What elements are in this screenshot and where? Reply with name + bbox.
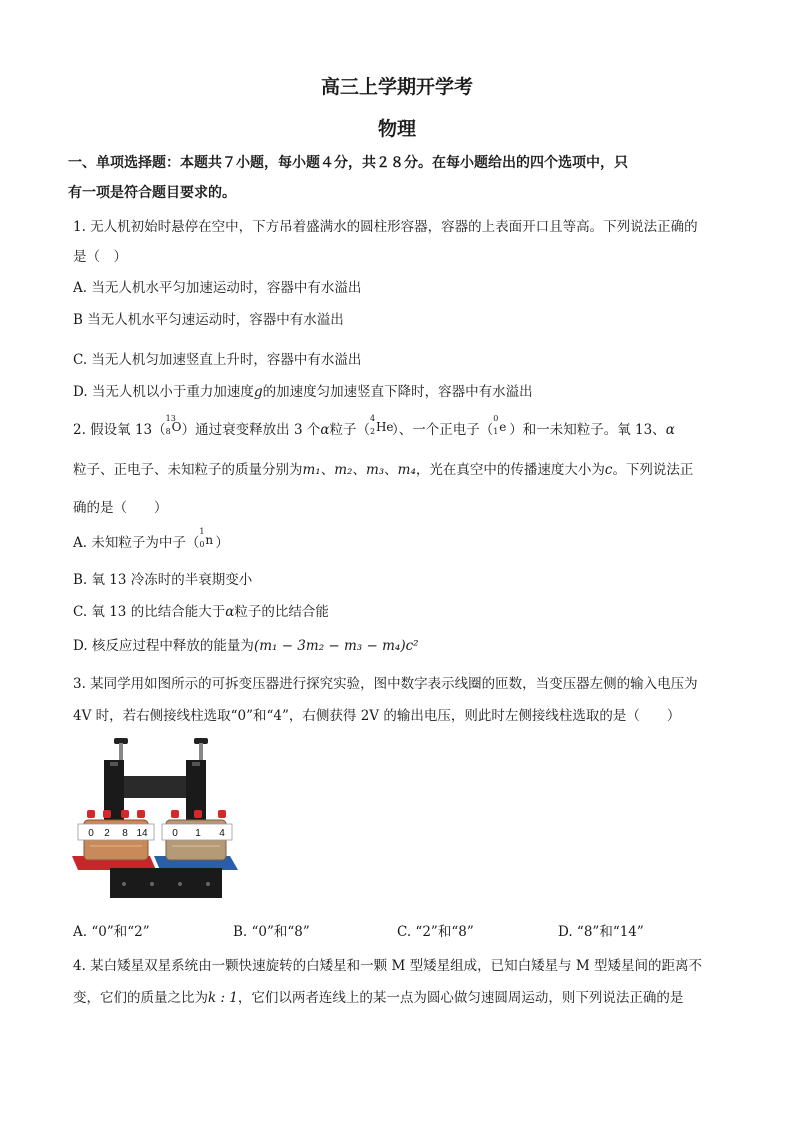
q3-option-a: A. “0”和“2”	[73, 924, 150, 940]
transformer-base	[110, 868, 222, 898]
energy-expression: (m₁ − 3m₂ − m₃ − m₄)c²	[253, 638, 419, 654]
q1-option-c: C. 当无人机匀加速竖直上升时，容器中有水溢出	[73, 352, 362, 368]
q3-stem-line2: 4V 时，若右侧接线柱选取“0”和“4”，右侧获得 2V 的输出电压，则此时左侧接线柱选取的是（ ）	[73, 708, 681, 724]
terminal-label-right-0: 0	[172, 828, 178, 839]
q4-stem-line2: 变，它们的质量之比为k : 1，它们以两者连线上的某一点为圆心做匀速圆周运动，则下列说法正确的是	[73, 990, 684, 1006]
terminal-label-right-1: 1	[195, 828, 201, 839]
transformer-figure	[70, 738, 240, 898]
q2-option-d: D. 核反应过程中释放的能量为(m₁ − 3m₂ − m₃ − m₄)c²	[73, 638, 419, 654]
neutron-nuclide: 1 0 n	[199, 527, 214, 549]
q2-stem-line1: 2. 假设氧 13（ 13 8 O ）通过衰变释放出 3 个α粒子（ 4 2 He ）、一个正电子（ 0 1 e ）和一未知粒子。氧 13、α	[73, 414, 675, 438]
section-heading-line2: 有一项是符合题目要求的。	[68, 185, 236, 201]
q2-option-b: B. 氧 13 冷冻时的半衰期变小	[73, 572, 253, 588]
q2-stem-line3: 确的是（ ）	[73, 500, 168, 516]
terminal-label-right-4: 4	[219, 828, 225, 839]
q1-stem-line2: 是（ ）	[73, 249, 127, 265]
q1-option-a: A. 当无人机水平匀加速运动时，容器中有水溢出	[73, 280, 362, 296]
q2-stem-line2: 粒子、正电子、未知粒子的质量分别为m₁、m₂、m₃、m₄，光在真空中的传播速度大小为c。下列说法正	[73, 462, 694, 478]
terminal-label-left-14: 14	[136, 828, 148, 839]
q1-stem-line1: 1. 无人机初始时悬停在空中，下方吊着盛满水的圆柱形容器，容器的上表面开口且等高。下列说法正确的	[73, 219, 698, 235]
q4-stem-line1: 4. 某白矮星双星系统由一颗快速旋转的白矮星和一颗 M 型矮星组成，已知白矮星与 M 型矮星间的距离不	[73, 958, 702, 974]
q3-option-d: D. “8”和“14”	[558, 924, 644, 940]
oxygen-13-nuclide: 13 8 O	[165, 414, 182, 436]
helium-nuclide: 4 2 He	[369, 414, 394, 436]
q1-option-b: B 当无人机水平匀速运动时，容器中有水溢出	[73, 312, 344, 328]
q2-option-a: A. 未知粒子为中子（ 1 0 n ）	[73, 527, 229, 551]
core-yoke	[124, 776, 186, 798]
q2-option-c: C. 氧 13 的比结合能大于α粒子的比结合能	[73, 604, 329, 620]
section-heading-line1: 一、单项选择题：本题共７小题，每小题４分，共２８分。在每小题给出的四个选项中，只	[68, 155, 628, 171]
q1-option-d: D. 当无人机以小于重力加速度g的加速度匀加速竖直下降时，容器中有水溢出	[73, 384, 533, 400]
q3-stem-line1: 3. 某同学用如图所示的可拆变压器进行探究实验，图中数字表示线圈的匝数，当变压器左侧的输入电压为	[73, 676, 698, 692]
q3-option-b: B. “0”和“8”	[233, 924, 310, 940]
terminal-label-left-2: 2	[104, 828, 110, 839]
terminal-label-left-0: 0	[88, 828, 94, 839]
positron-nuclide: 0 1 e	[493, 414, 507, 436]
subject-title: 物理	[377, 118, 416, 140]
exam-title: 高三上学期开学考	[320, 76, 473, 98]
q3-option-c: C. “2”和“8”	[397, 924, 474, 940]
terminal-label-left-8: 8	[122, 828, 128, 839]
